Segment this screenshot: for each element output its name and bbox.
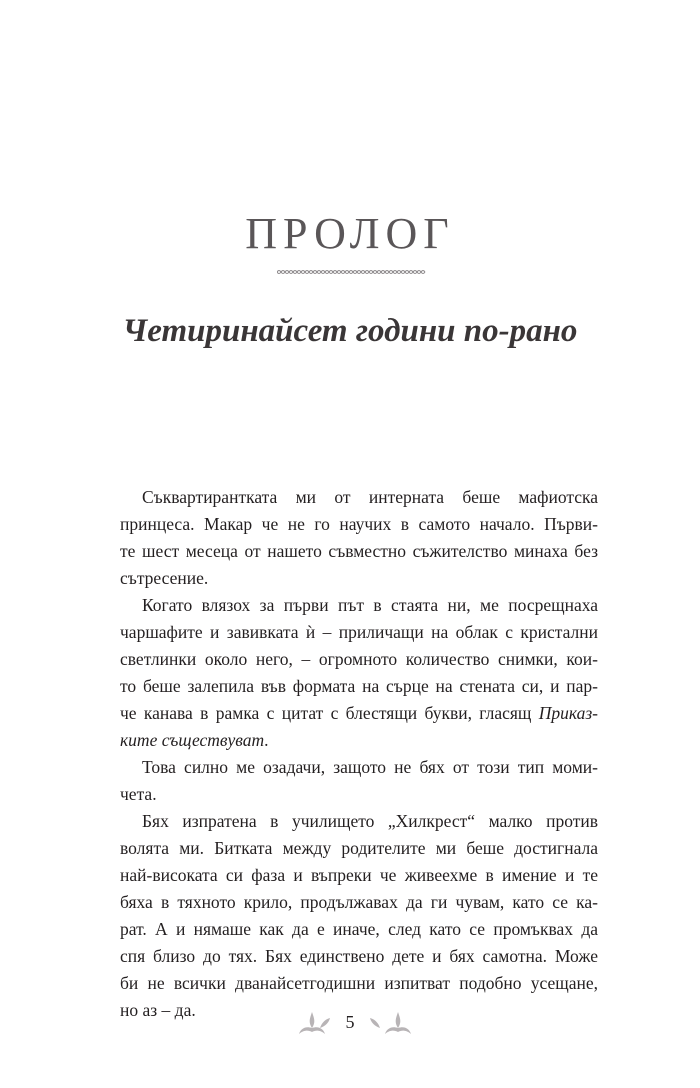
page-number: 5 <box>345 1012 355 1032</box>
text-line: те шест месеца от нашето съвместно съжителство минаха без <box>120 541 598 561</box>
fleuron-icon <box>384 1010 412 1036</box>
text-line: сътресение. <box>120 568 209 588</box>
chapter-title: ПРОЛОГ <box>245 209 455 258</box>
ornament-rule <box>277 268 427 276</box>
text-line: рат. А и нямаше как да е иначе, след като се промъквах да <box>120 919 598 939</box>
text-line <box>120 727 598 754</box>
text-line: чета. <box>120 784 157 804</box>
paragraph-2 <box>120 592 598 754</box>
paragraph-1 <box>120 484 598 592</box>
paragraph-3 <box>120 754 598 808</box>
text-suffix: . <box>264 730 269 750</box>
leaf-icon <box>368 1016 382 1030</box>
text-line: Когато влязох за първи път в стаята ни, ме посрещнаха <box>142 595 598 615</box>
text-line: най-високата си фаза и въпреки че живеехме в имение и те <box>120 865 598 885</box>
text-line: волята ми. Битката между родителите ми беше достигнала <box>120 838 598 858</box>
text-line: но аз – да. <box>120 1000 196 1020</box>
text-line: бяха в тяхното крило, продължавах да ги чувам, като се ка- <box>120 892 598 912</box>
text-line: би не всички дванайсетгодишни изпитват подобно усещане, <box>120 973 598 993</box>
text-line-prefix: че канава в рамка с цитат с блестящи букви, гласящ <box>120 703 532 723</box>
text-line: Съквартирантката ми от интерната беше мафиотска <box>142 487 598 507</box>
text-line: то беше залепила във формата на сърце на стената си, и пар- <box>120 676 598 696</box>
chapter-subtitle: Четиринайсет години по-рано <box>122 313 578 349</box>
text-line: чаршафите и завивката ѝ – приличащи на облак с кристални <box>120 622 598 642</box>
page-footer <box>0 1010 700 1040</box>
body-text <box>120 484 598 1024</box>
text-line: спя близо до тях. Бях единствено дете и бях самотна. Може <box>120 946 598 966</box>
paragraph-4 <box>120 808 598 1024</box>
italic-phrase: Приказ- <box>538 703 598 723</box>
italic-phrase: ките съществуват <box>120 730 265 750</box>
text-line: Бях изпратена в училището „Хилкрест“ малко против <box>142 811 598 831</box>
text-line: светлинки около него, – огромното количество снимки, кои- <box>120 649 598 669</box>
text-line: Това силно ме озадачи, защото не бях от този тип моми- <box>142 757 598 777</box>
text-line: принцеса. Макар че не го научих в самото начало. Първи- <box>120 514 598 534</box>
text-line <box>120 700 598 727</box>
